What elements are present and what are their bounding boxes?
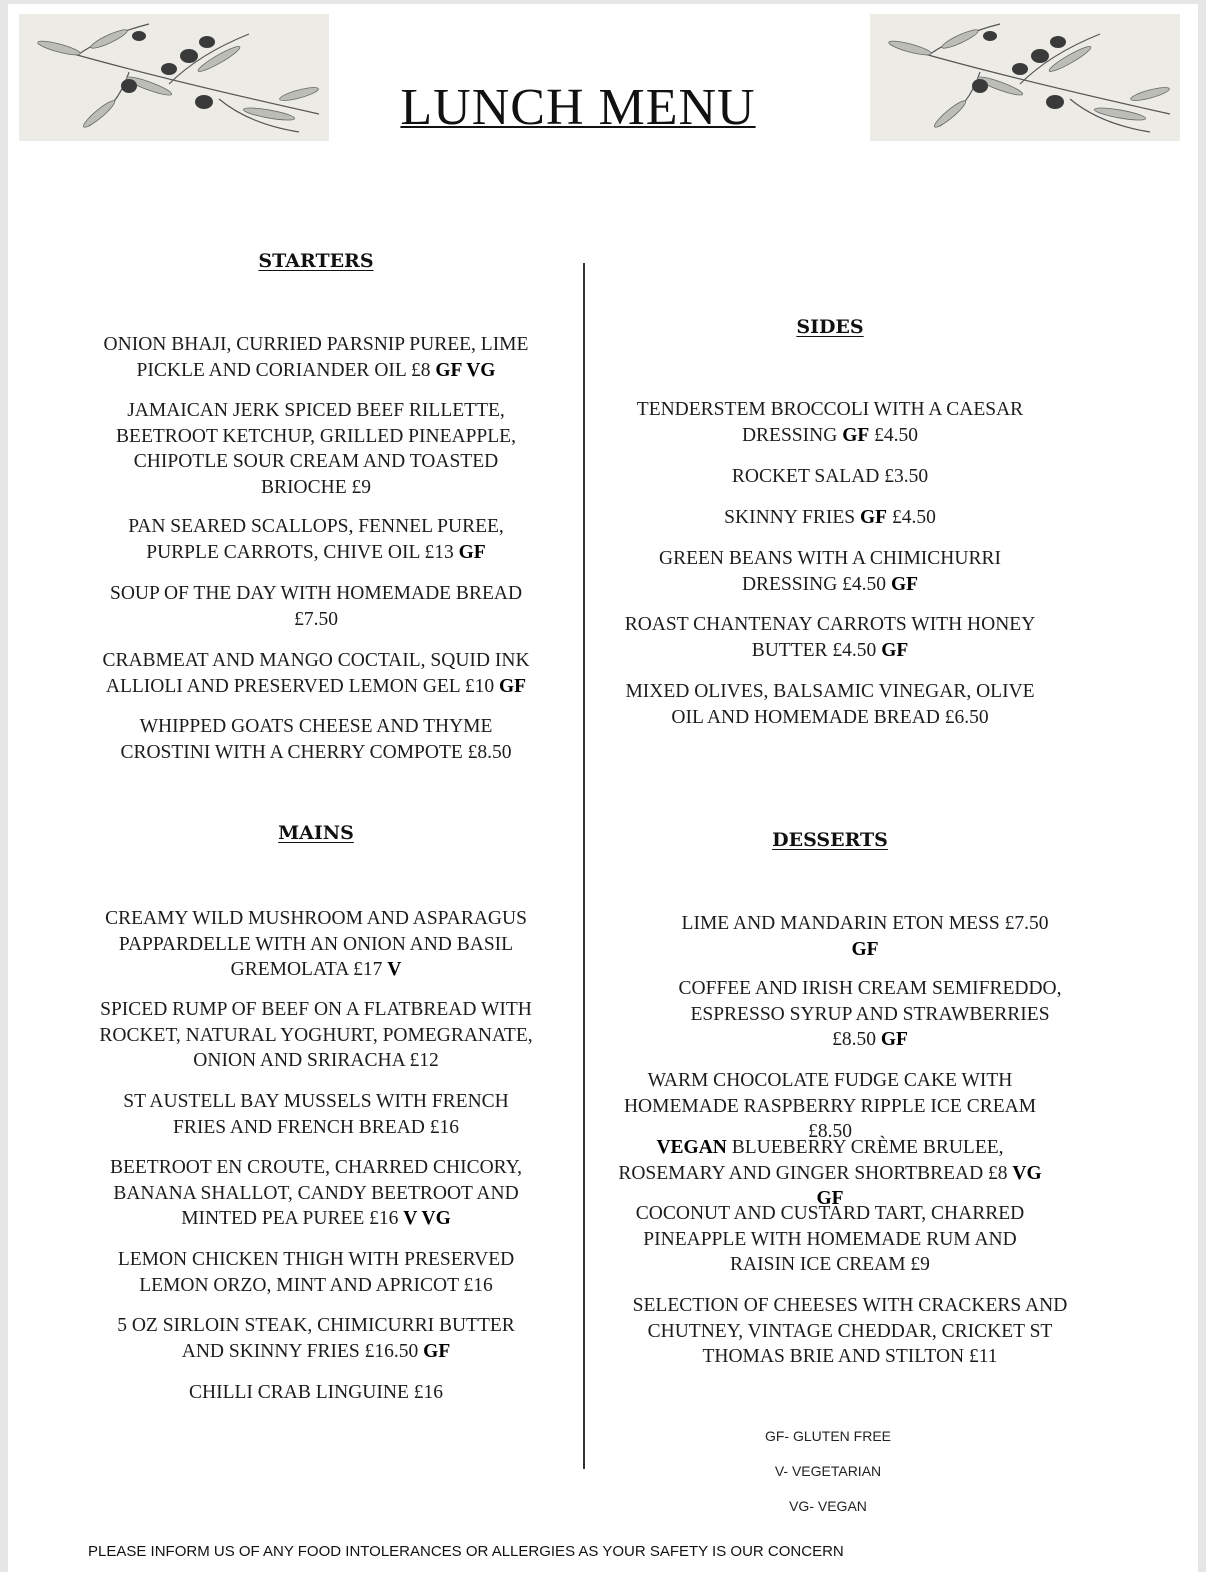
dessert-item: SELECTION OF CHEESES WITH CRACKERS AND CHUTNEY, VINTAGE CHEDDAR, CRICKET ST THOMAS BRIE AND STILTON £11: [632, 1295, 1068, 1367]
side-item: ROAST CHANTENAY CARROTS WITH HONEY BUTTER £4.50 GF: [624, 614, 1036, 661]
side-item: SKINNY FRIES GF £4.50: [724, 507, 936, 528]
legend-gluten-free: GF- GLUTEN FREE: [764, 1428, 891, 1444]
starter-item: CRABMEAT AND MANGO COCTAIL, SQUID INK ALLIOLI AND PRESERVED LEMON GEL £10 GF: [102, 650, 530, 697]
sides-heading: SIDES: [796, 316, 864, 338]
starter-item: SOUP OF THE DAY WITH HOMEMADE BREAD £7.50: [109, 583, 523, 630]
column-divider: [583, 263, 585, 1469]
dessert-item: COCONUT AND CUSTARD TART, CHARRED PINEAPPLE WITH HOMEMADE RUM AND RAISIN ICE CREAM £9: [635, 1203, 1025, 1275]
starter-item: JAMAICAN JERK SPICED BEEF RILLETTE, BEETROOT KETCHUP, GRILLED PINEAPPLE, CHIPOTLE SOUR CREAM AND TOASTED BRIOCHE £9: [116, 400, 516, 498]
olive-branch-illustration-left: [19, 14, 329, 141]
dessert-item: COFFEE AND IRISH CREAM SEMIFREDDO, ESPRESSO SYRUP AND STRAWBERRIES £8.50 GF: [678, 978, 1062, 1050]
side-item: ROCKET SALAD £3.50: [731, 466, 929, 487]
main-item: CREAMY WILD MUSHROOM AND ASPARAGUS PAPPARDELLE WITH AN ONION AND BASIL GREMOLATA £17 V: [105, 908, 527, 980]
desserts-heading: DESSERTS: [772, 829, 888, 851]
side-item: GREEN BEANS WITH A CHIMICHURRI DRESSING £4.50 GF: [659, 548, 1001, 595]
olive-branch-icon: [870, 14, 1180, 141]
dessert-item: WARM CHOCOLATE FUDGE CAKE WITH HOMEMADE RASPBERRY RIPPLE ICE CREAM £8.50: [623, 1070, 1037, 1142]
starter-item: PAN SEARED SCALLOPS, FENNEL PUREE, PURPLE CARROTS, CHIVE OIL £13 GF: [128, 516, 504, 563]
mains-heading: MAINS: [278, 822, 354, 844]
main-item: SPICED RUMP OF BEEF ON A FLATBREAD WITH ROCKET, NATURAL YOGHURT, POMEGRANATE, ONION AND SRIRACHA £12: [99, 999, 533, 1071]
page-title: LUNCH MENU: [400, 79, 756, 136]
side-item: MIXED OLIVES, BALSAMIC VINEGAR, OLIVE OIL AND HOMEMADE BREAD £6.50: [625, 681, 1035, 728]
starter-item: WHIPPED GOATS CHEESE AND THYME CROSTINI WITH A CHERRY COMPOTE £8.50: [120, 716, 512, 763]
starter-item: ONION BHAJI, CURRIED PARSNIP PUREE, LIME PICKLE AND CORIANDER OIL £8 GF VG: [103, 334, 529, 381]
main-item: BEETROOT EN CROUTE, CHARRED CHICORY, BANANA SHALLOT, CANDY BEETROOT AND MINTED PEA PUREE £16 V VG: [109, 1157, 523, 1229]
side-item: TENDERSTEM BROCCOLI WITH A CAESAR DRESSING GF £4.50: [636, 399, 1024, 446]
olive-branch-illustration-right: [870, 14, 1180, 141]
starters-heading: STARTERS: [258, 250, 374, 272]
main-item: LEMON CHICKEN THIGH WITH PRESERVED LEMON ORZO, MINT AND APRICOT £16: [117, 1249, 515, 1296]
legend-vegetarian: V- VEGETARIAN: [774, 1463, 882, 1479]
menu-page: [8, 4, 1198, 1572]
legend-vegan: VG- VEGAN: [789, 1498, 867, 1514]
allergy-notice: PLEASE INFORM US OF ANY FOOD INTOLERANCES OR ALLERGIES AS YOUR SAFETY IS OUR CONCERN: [88, 1543, 844, 1560]
dessert-item: VEGAN BLUEBERRY CRÈME BRULEE, ROSEMARY AND GINGER SHORTBREAD £8 VG GF: [618, 1137, 1042, 1209]
dessert-item: LIME AND MANDARIN ETON MESS £7.50 GF: [681, 913, 1049, 960]
main-item: CHILLI CRAB LINGUINE £16: [188, 1382, 443, 1403]
main-item: 5 OZ SIRLOIN STEAK, CHIMICURRI BUTTER AND SKINNY FRIES £16.50 GF: [117, 1315, 515, 1362]
main-item: ST AUSTELL BAY MUSSELS WITH FRENCH FRIES AND FRENCH BREAD £16: [123, 1091, 509, 1138]
olive-branch-icon: [19, 14, 329, 141]
